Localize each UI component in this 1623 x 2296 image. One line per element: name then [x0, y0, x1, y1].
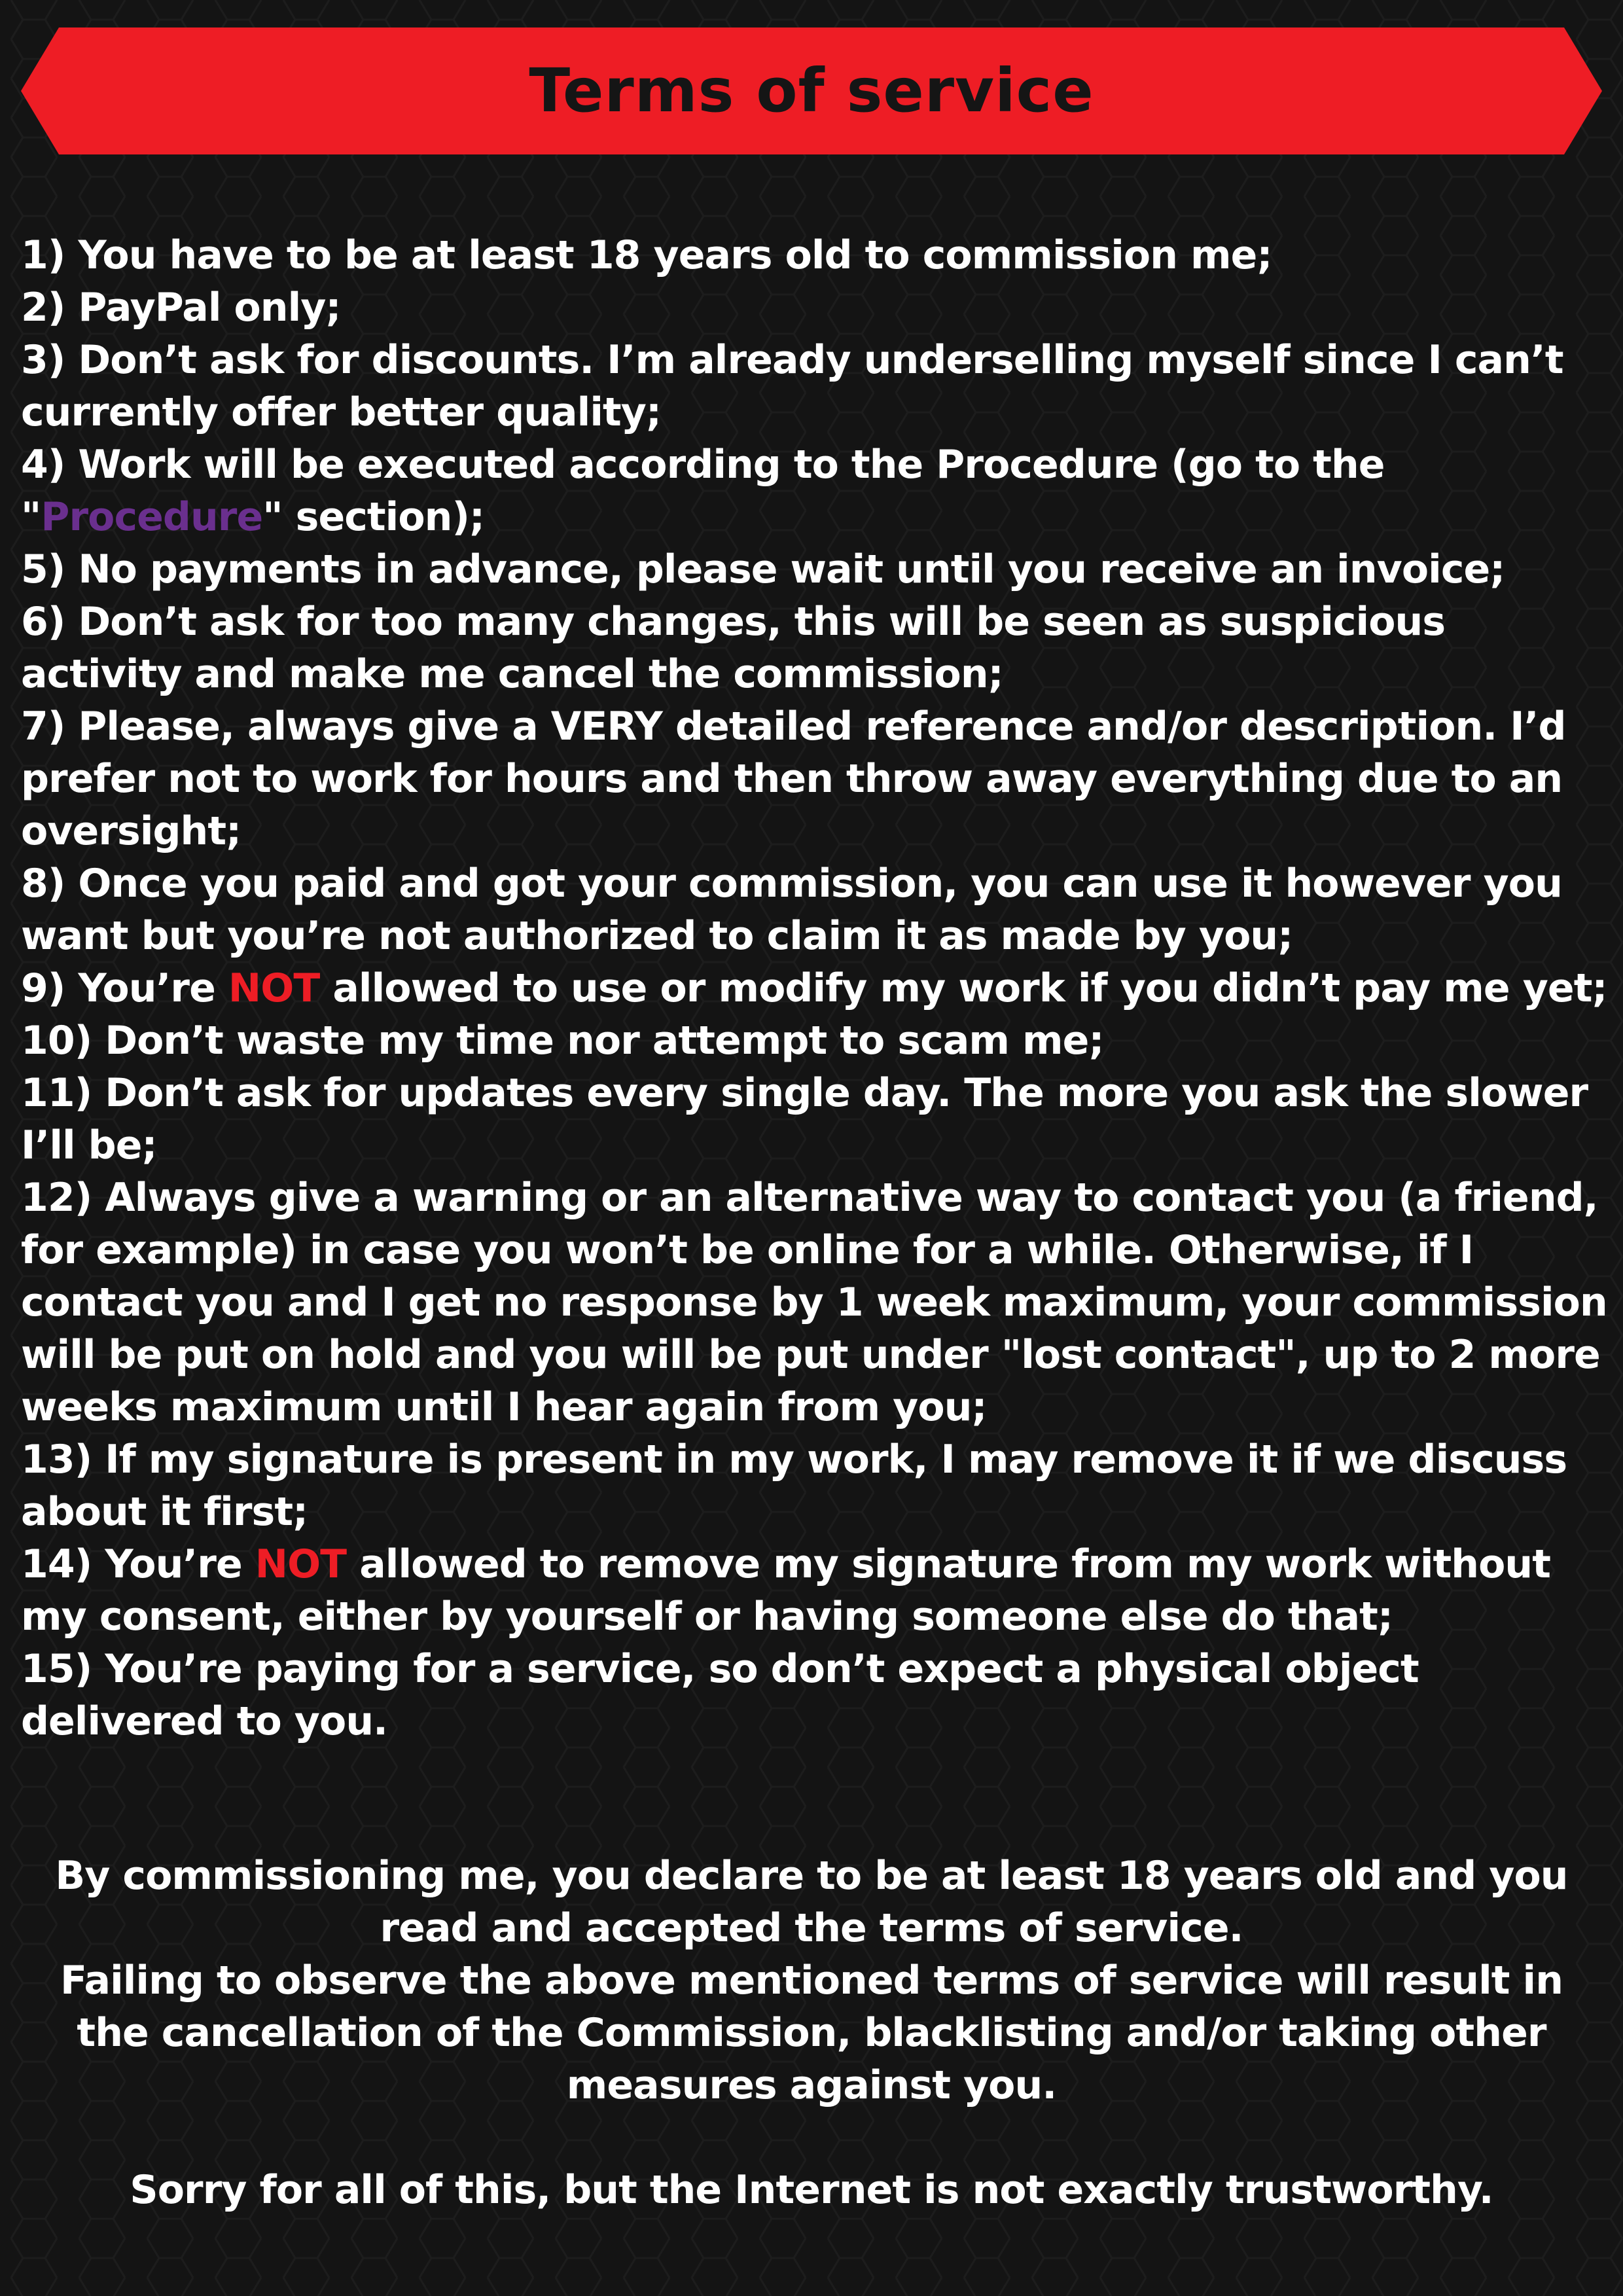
term-item-15: 15) You’re paying for a service, so don’t expect a physical object delivered to you. — [21, 1646, 1419, 1744]
term-item-12: 12) Always give a warning or an alternative way to contact you (a friend, for example) in case you won’t be online for a while. Otherwise, if I contact you and I get no response by 1 week maximum, your commission will be put on hold and you will be put under "lost contact", up to 2 more weeks maximum until I hear again from you; — [21, 1175, 1607, 1430]
term-item-2: 2) PayPal only; — [21, 285, 341, 331]
term-item-5: 5) No payments in advance, please wait until you receive an invoice; — [21, 547, 1505, 592]
procedure-link[interactable]: Procedure — [41, 494, 263, 540]
term-item-1: 1) You have to be at least 18 years old to commission me; — [21, 232, 1272, 278]
term-item-6: 6) Don’t ask for too many changes, this will be seen as suspicious activity and make me cancel the commission; — [21, 599, 1446, 697]
warning-text: Failing to observe the above mentioned terms of service will result in the cancellation of the Commission, blacklisting and/or taking other measures against you. — [60, 1958, 1563, 2108]
term-item-4-text-start: 4) Work will be executed according to the Procedure (go to the " — [21, 442, 1385, 540]
apology-text: Sorry for all of this, but the Internet is not exactly trustworthy. — [130, 2167, 1493, 2213]
term-item-9-text-end: allowed to use or modify my work if you didn’t pay me yet; — [319, 965, 1607, 1011]
term-item-14 — [21, 1538, 1611, 1643]
term-item-9 — [21, 962, 1611, 1014]
spacer — [21, 2111, 1602, 2164]
term-item-11: 11) Don’t ask for updates every single day. The more you ask the slower I’ll be; — [21, 1070, 1588, 1168]
declaration-text: By commissioning me, you declare to be at least 18 years old and you read and accepted the terms of service. — [55, 1853, 1568, 1951]
term-item-4-text-end: " section); — [262, 494, 485, 540]
page-title: Terms of service — [529, 56, 1094, 126]
term-item-13: 13) If my signature is present in my work, I may remove it if we discuss about it first; — [21, 1437, 1567, 1535]
term-item-7: 7) Please, always give a VERY detailed reference and/or description. I’d prefer not to work for hours and then throw away everything due to an oversight; — [21, 704, 1566, 854]
not-emphasis: NOT — [255, 1541, 347, 1587]
term-item-9-text-start: 9) You’re — [21, 965, 228, 1011]
terms-list — [21, 229, 1611, 1748]
term-item-14-text-start: 14) You’re — [21, 1541, 255, 1587]
term-item-3: 3) Don’t ask for discounts. I’m already underselling myself since I can’t currently offer better quality; — [21, 337, 1563, 435]
title-banner — [21, 27, 1602, 154]
not-emphasis: NOT — [228, 965, 320, 1011]
closing-statement — [21, 1850, 1602, 2216]
term-item-10: 10) Don’t waste my time nor attempt to scam me; — [21, 1018, 1104, 1064]
term-item-14-text-end: allowed to remove my signature from my work without my consent, either by yourself or having someone else do that; — [21, 1541, 1551, 1640]
term-item-4 — [21, 439, 1611, 543]
term-item-8: 8) Once you paid and got your commission, you can use it however you want but you’re not authorized to claim it as made by you; — [21, 861, 1562, 959]
